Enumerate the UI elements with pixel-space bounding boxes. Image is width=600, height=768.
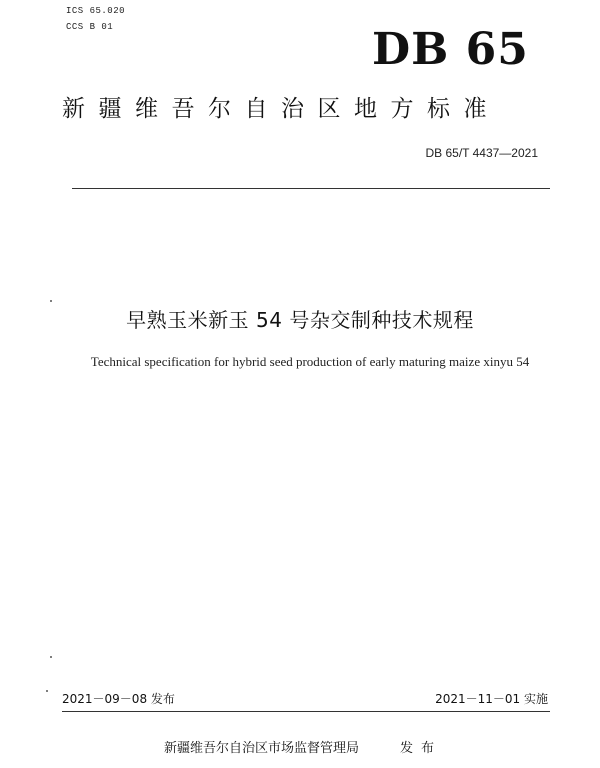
ccs-code: CCS B 01 [66, 22, 114, 32]
scan-speck [46, 690, 48, 692]
db-logo: DB 65 [372, 24, 529, 75]
scan-speck [50, 300, 52, 302]
issuing-authority: 新疆维吾尔自治区市场监督管理局 [164, 741, 360, 756]
document-title-chinese: 早熟玉米新玉 54 号杂交制种技术规程 [126, 308, 474, 332]
issue-date: 2021－09－08 发布 [62, 692, 175, 706]
ics-code: ICS 65.020 [66, 6, 126, 16]
scan-speck [50, 656, 52, 658]
footer-divider [62, 711, 550, 712]
standard-number: DB 65/T 4437—2021 [425, 146, 538, 160]
implementation-date: 2021－11－01 实施 [435, 692, 548, 706]
header-divider [72, 188, 550, 189]
document-title-english: Technical specification for hybrid seed production of early maturing maize xinyu 54 [90, 354, 530, 369]
issue-action: 发布 [400, 741, 443, 756]
standard-name: 新疆维吾尔自治区地方标准 [62, 96, 500, 122]
